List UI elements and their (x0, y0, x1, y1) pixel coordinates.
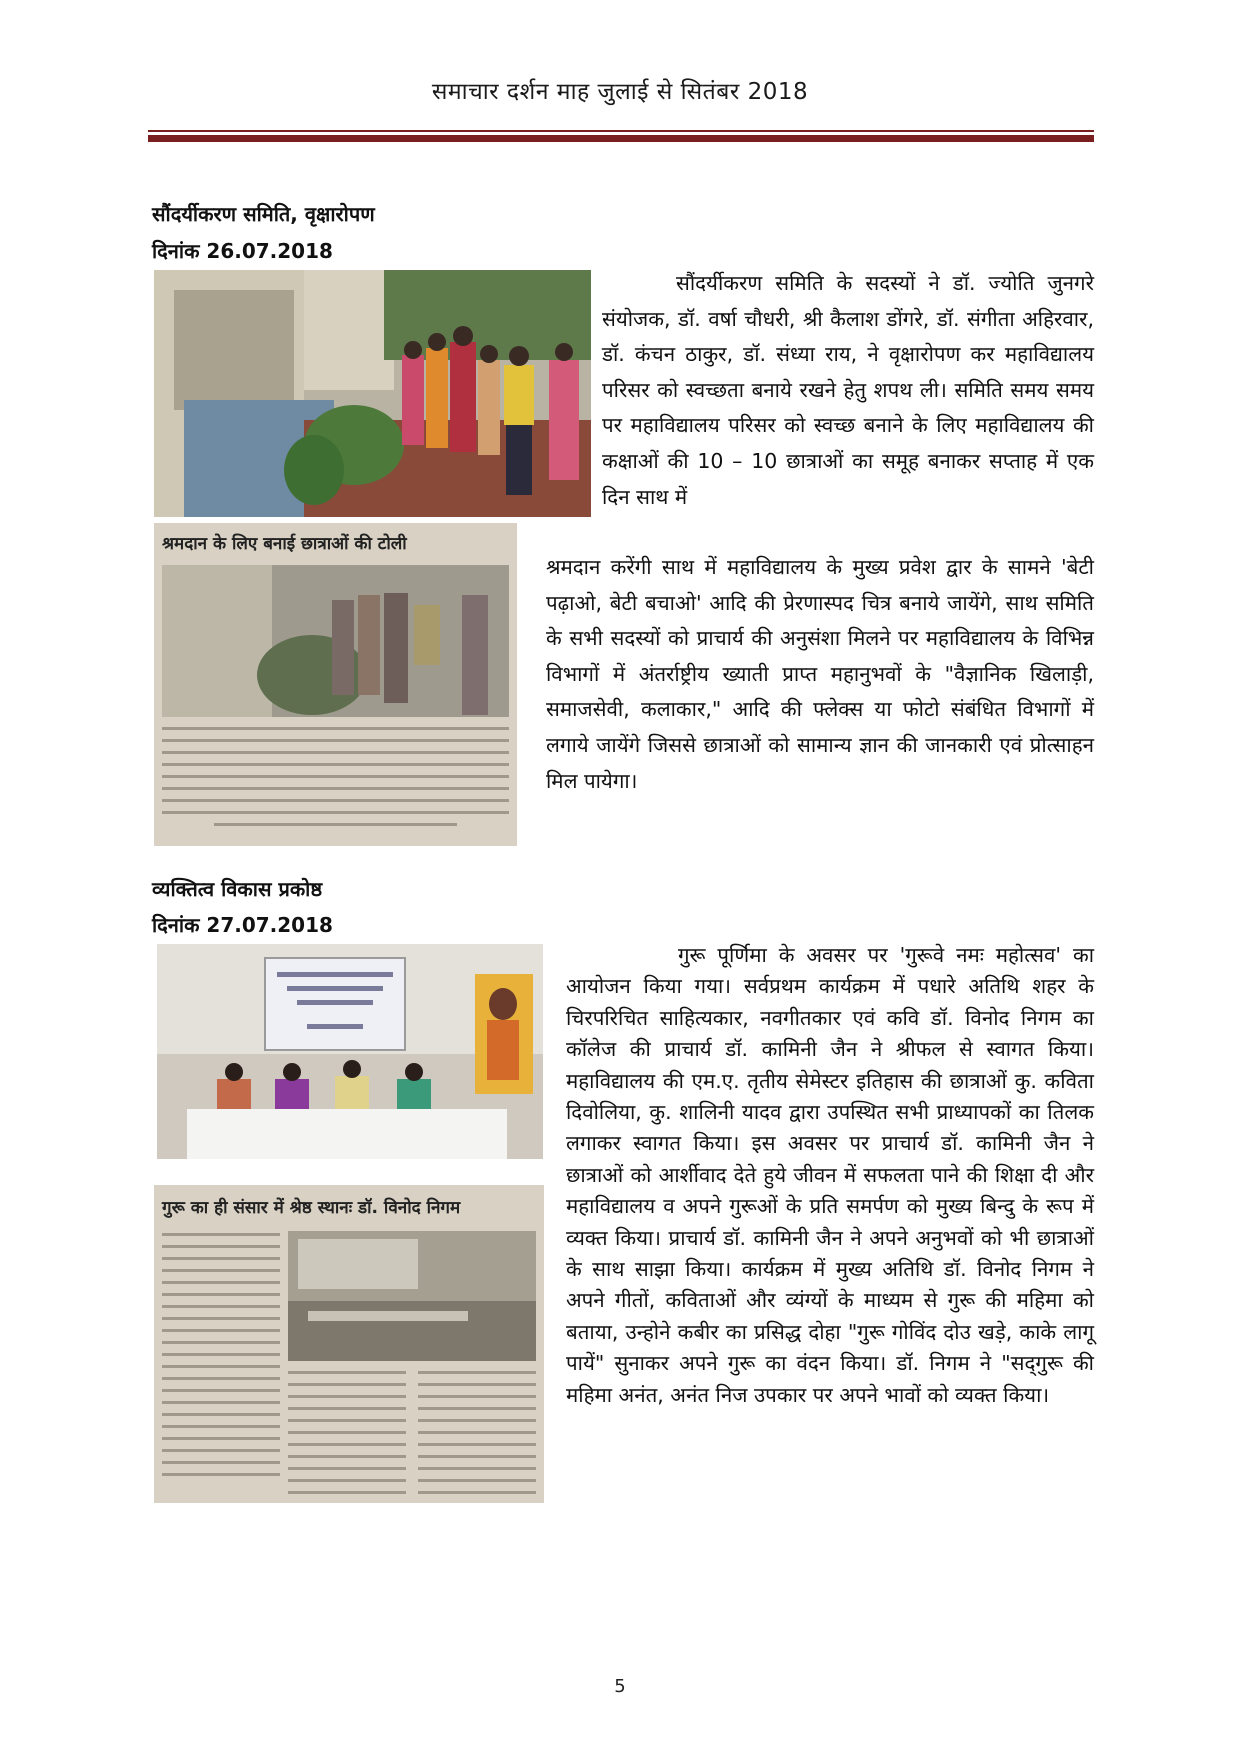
newspaper-clipping-1 (154, 523, 517, 846)
plantation-photo (154, 270, 591, 517)
section2-paragraph: गुरू पूर्णिमा के अवसर पर 'गुरूवे नमः महोत्सव' का आयोजन किया गया। सर्वप्रथम कार्यक्रम में पधारे अतिथि शहर के चिरपरिचित साहित्यकार, नवगीतकार एवं कवि डॉ. विनोद निगम का कॉलेज की प्राचार्य डॉ. कामिनी जैन ने श्रीफल से स्वागत किया। महाविद्यालय की एम.ए. तृतीय सेमेस्टर इतिहास की छात्राओं कु. कविता दिवोलिया, कु. शालिनी यादव द्वारा उपस्थित सभी प्राध्यापकों का तिलक लगाकर स्वागत किया। इस अवसर पर प्राचार्य डॉ. कामिनी जैन ने छात्राओं को आर्शीवाद देते हुये जीवन में सफलता पाने की शिक्षा दी और महाविद्यालय व अपने गुरूओं के प्रति समर्पण को मुख्य बिन्दु के रूप में व्यक्त किया। प्राचार्य डॉ. कामिनी जैन ने अपने अनुभवों को भी छात्राओं के साथ साझा किया। कार्यक्रम में मुख्य अतिथि डॉ. विनोद निगम ने अपने गीतों, कविताओं और व्यंग्यों के माध्यम से गुरू की महिमा को बताया, उन्होने कबीर का प्रसिद्ध दोहा "गुरू गोविंद दोउ खड़े, काके लागू पायें" सुनाकर अपने गुरू का वंदन किया। डॉ. निगम ने "सद्‌गुरू की महिमा अनंत, अनंत निज उपकार पर अपने भावों को व्यक्त किया। (566, 943, 1094, 1407)
page-number: 5 (614, 1676, 626, 1697)
clipping-1-text-lines (162, 727, 509, 835)
seminar-photo (157, 944, 543, 1159)
clipping-2-headline: गुरू का ही संसार में श्रेष्ठ स्थानः डॉ. विनोद निगम (162, 1198, 461, 1218)
header-rule-thin (148, 130, 1094, 132)
clipping-2-text-column-1 (162, 1233, 280, 1485)
clipping-1-photo (162, 565, 509, 717)
plantation-photo-image (154, 270, 591, 517)
page-header-title: समाचार दर्शन माह जुलाई से सितंबर 2018 (431, 79, 809, 105)
section1-title: सौंदर्यीकरण समिति, वृक्षारोपण (152, 202, 375, 226)
section2-title: व्यक्तित्व विकास प्रकोष्ठ (152, 877, 323, 901)
section2-date: दिनांक 27.07.2018 (152, 913, 333, 937)
newspaper-clipping-2 (154, 1185, 544, 1503)
section1-paragraph-bottom: श्रमदान करेंगी साथ में महाविद्यालय के मुख्य प्रवेश द्वार के सामने 'बेटी पढ़ाओ, बेटी बचाओ' आदि की प्रेरणास्पद चित्र बनाये जायेंगे, साथ समिति के सभी सदस्यों को प्राचार्य की अनुसंशा मिलने पर महाविद्यालय के विभिन्न विभागों में अंतर्राष्ट्रीय ख्याती प्राप्त महानुभवों के "वैज्ञानिक खिलाड़ी, समाजसेवी, कलाकार," आदि की फ्लेक्स या फोटो संबंधित विभागों में लगाये जायेंगे जिससे छात्राओं को सामान्य ज्ञान की जानकारी एवं प्रोत्साहन मिल पायेगा। (546, 555, 1094, 793)
header-rule-thick (148, 135, 1094, 142)
seminar-photo-image (157, 944, 543, 1159)
section1-date: दिनांक 26.07.2018 (152, 239, 333, 263)
section1-paragraph-top: सौंदर्यीकरण समिति के सदस्यों ने डॉ. ज्योति जुनगरे संयोजक, डॉ. वर्षा चौधरी, श्री कैलाश डोंगरे, डॉ. संगीता अहिरवार, डॉ. कंचन ठाकुर, डॉ. संध्या राय, ने वृक्षारोपण कर महाविद्यालय परिसर को स्वच्छता बनाये रखने हेतु शपथ ली। समिति समय समय पर महाविद्यालय परिसर को स्वच्छ बनाने के लिए महाविद्यालय की कक्षाओं की 10 – 10 छात्राओं का समूह बनाकर सप्ताह में एक दिन साथ में (602, 271, 1094, 509)
clipping-2-photo (288, 1231, 536, 1361)
clipping-1-headline: श्रमदान के लिए बनाई छात्राओं की टोली (162, 534, 407, 554)
clipping-2-text-column-3 (418, 1371, 536, 1503)
clipping-2-text-column-2 (288, 1371, 406, 1503)
